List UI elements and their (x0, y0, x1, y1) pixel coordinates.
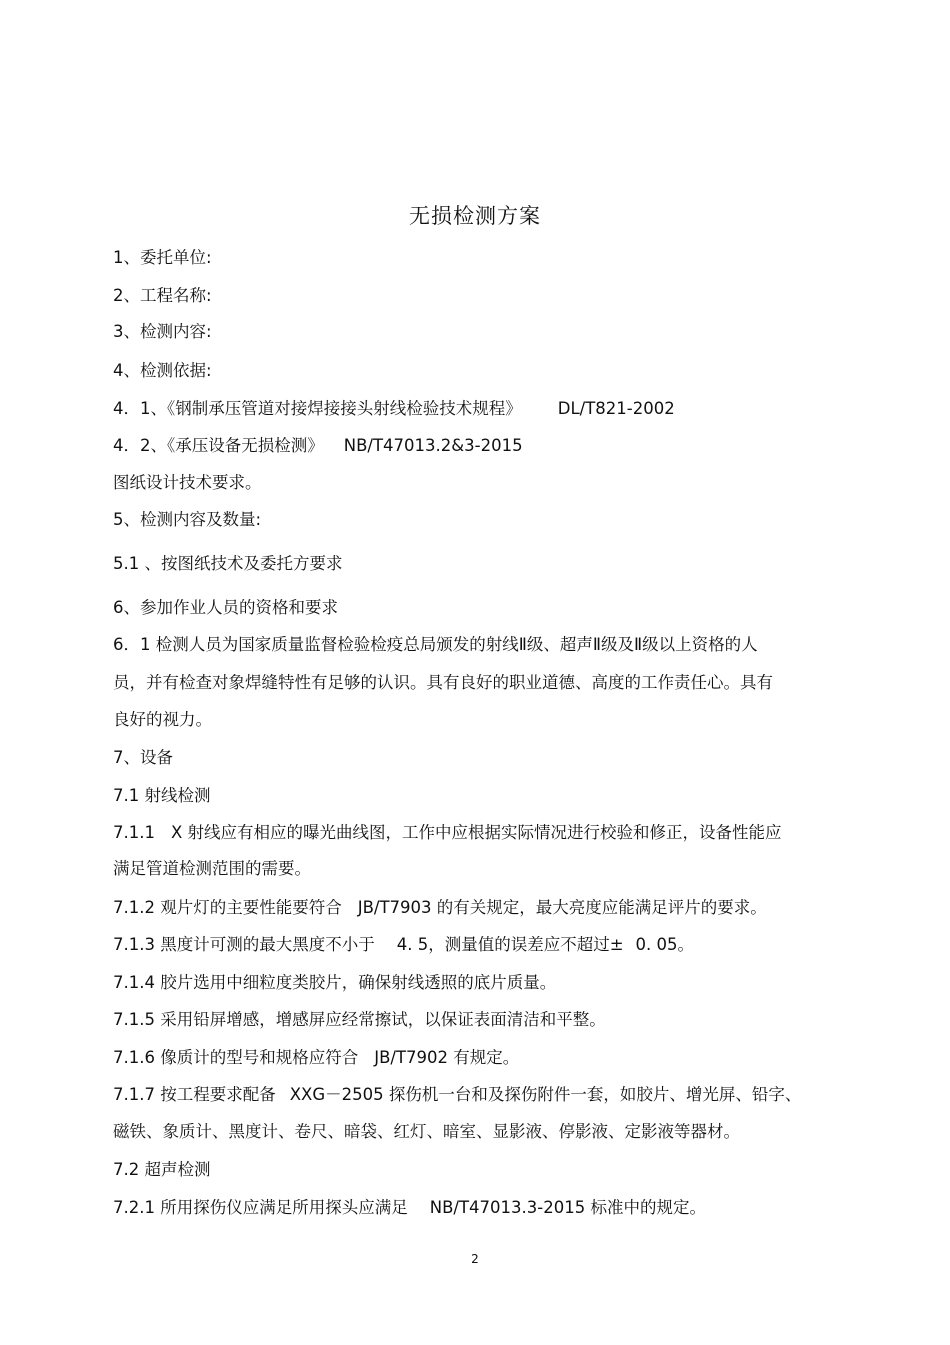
item-7-1-6: 7.1.6 像质计的型号和规格应符合 JB/T7902 有规定。 (113, 1048, 520, 1067)
item-7-1-7-line-2: 磁铁、象质计、黑度计、卷尺、暗袋、红灯、暗室、显影液、停影液、定影液等器材。 (113, 1122, 740, 1141)
item-7-1-radiographic: 7.1 射线检测 (113, 786, 211, 805)
item-6-1-line-3: 良好的视力。 (113, 710, 212, 729)
item-4-inspection-basis: 4、检测依据: (113, 361, 212, 380)
drawing-requirements: 图纸设计技术要求。 (113, 473, 262, 492)
item-5-content-quantity: 5、检测内容及数量: (113, 510, 262, 529)
item-2-project-name: 2、工程名称: (113, 286, 212, 305)
item-7-1-1-line-1: 7.1.1 X 射线应有相应的曝光曲线图，工作中应根据实际情况进行校验和修正，设备性能应 (113, 823, 782, 842)
item-1-client: 1、委托单位: (113, 248, 212, 267)
item-7-1-1-line-2: 满足管道检测范围的需要。 (113, 859, 311, 878)
document-title: 无损检测方案 (409, 204, 541, 228)
item-6-1-line-1: 6．1 检测人员为国家质量监督检验检疫总局颁发的射线Ⅱ级、超声Ⅱ级及Ⅱ级以上资格的人 (113, 635, 758, 654)
item-7-equipment: 7、设备 (113, 748, 173, 767)
item-7-1-7-line-1: 7.1.7 按工程要求配备 XXG－2505 探伤机一台和及探伤附件一套，如胶片、增光屏、铅字、 (113, 1085, 802, 1104)
item-7-2-1: 7.2.1 所用探伤仪应满足所用探头应满足 NB/T47013.3-2015 标准中的规定。 (113, 1198, 706, 1217)
item-5-1: 5.1 、按图纸技术及委托方要求 (113, 554, 343, 573)
item-4-2-standard: 4．2、《承压设备无损检测》 NB/T47013.2&3-2015 (113, 436, 523, 455)
item-4-1-standard: 4．1、《钢制承压管道对接焊接接头射线检验技术规程》 DL/T821-2002 (113, 399, 675, 418)
item-3-inspection-content: 3、检测内容: (113, 322, 212, 341)
item-7-1-4: 7.1.4 胶片选用中细粒度类胶片，确保射线透照的底片质量。 (113, 973, 557, 992)
item-6-1-line-2: 员，并有检查对象焊缝特性有足够的认识。具有良好的职业道德、高度的工作责任心。具有 (113, 673, 773, 692)
item-7-1-3: 7.1.3 黑度计可测的最大黑度不小于 4. 5，测量值的误差应不超过± 0. 05。 (113, 935, 695, 954)
item-7-2-ultrasonic: 7.2 超声检测 (113, 1160, 211, 1179)
item-7-1-2: 7.1.2 观片灯的主要性能要符合 JB/T7903 的有关规定，最大亮度应能满足评片的要求。 (113, 898, 767, 917)
page-number: 2 (471, 1252, 479, 1266)
item-7-1-5: 7.1.5 采用铅屏增感，增感屏应经常擦试，以保证表面清洁和平整。 (113, 1010, 606, 1029)
item-6-personnel: 6、参加作业人员的资格和要求 (113, 598, 338, 617)
